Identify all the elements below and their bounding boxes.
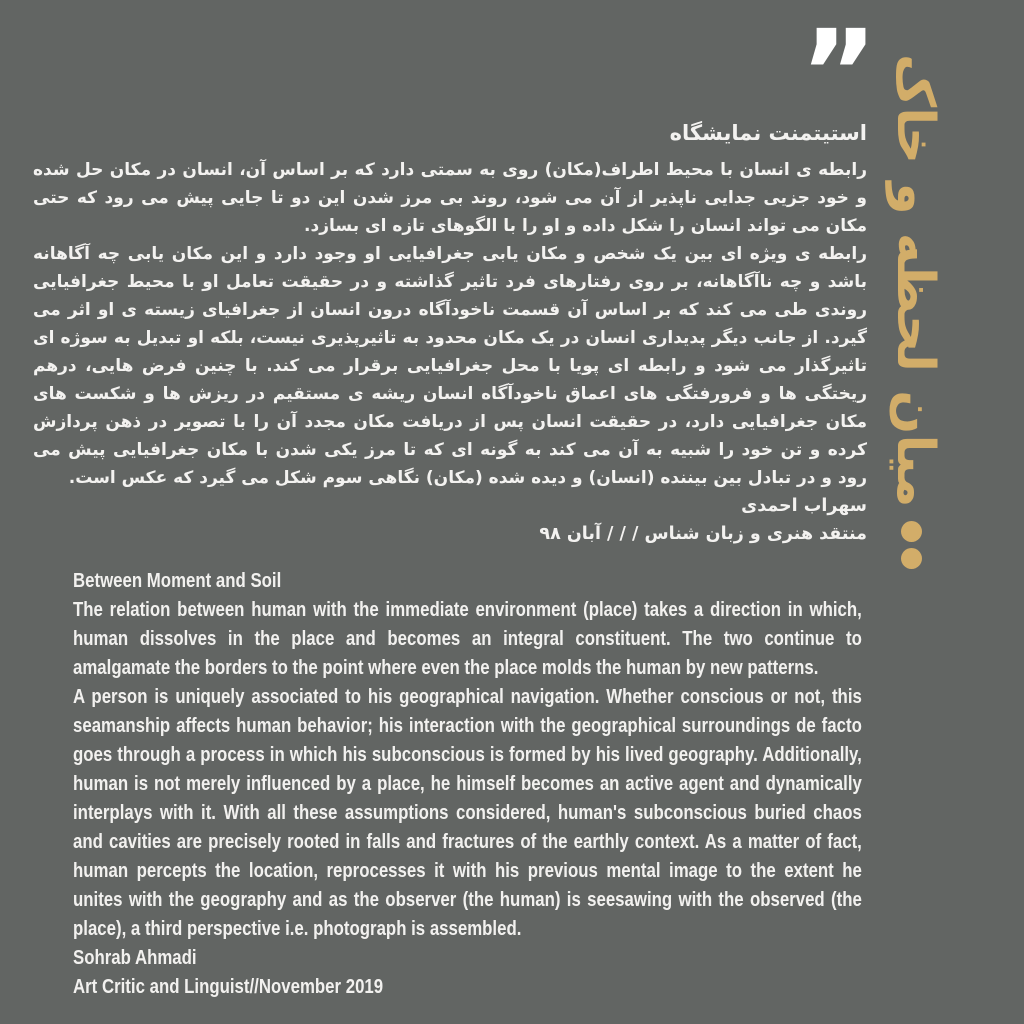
title-dot xyxy=(902,548,923,569)
title-dot xyxy=(902,521,923,542)
english-paragraph-1: The relation between human with the immediate environment (place) takes a direction in which, human dissolves in the place and becomes an integral constituent. The two continue to amalgamate the borders to the point where even the place molds the human by new patterns. xyxy=(73,598,862,679)
persian-credit: منتقد هنری و زبان شناس / / / آبان ۹۸ xyxy=(539,524,867,544)
persian-paragraph-1: رابطه ی انسان با محیط اطراف(مکان) روی به سمتی دارد که بر اساس آن، انسان در مکان حل شده و خود جزیی جدایی ناپذیر از آن می شود، روند بی مرز شدن این دو تا جایی پیش می رود که حتی مکان می تواند انسان را شکل داده و او را با الگوهای تازه ای بسازد. xyxy=(33,160,867,236)
english-statement xyxy=(73,566,862,1001)
english-credit: Art Critic and Linguist//November 2019 xyxy=(73,975,384,998)
exhibition-title-vertical xyxy=(882,54,948,571)
persian-statement xyxy=(33,118,867,548)
persian-paragraph-2: رابطه ی ویژه ای بین یک شخص و مکان یابی جغرافیایی او وجود دارد و این مکان یابی چه آگاهانه باشد و چه ناآگاهانه، بر روی رفتارهای فرد تاثیر گذاشته و در حقیقت تعامل او با محیط جغرافیایی روندی طی می کند که بر اساس آن قسمت ناخودآگاه درون انسان از جغرافیای زیسته ی او اثر می گیرد. از جانب دیگر پدیداری انسان در یک مکان محدود به تاثیرپذیری نیست، بلکه او تبدیل به سوژه ای تاثیرگذار می شود و رابطه ای پویا با محل جغرافیایی برقرار می کند. با چنین فرض هایی، درهم ریختگی ها و فرورفتگی های اعماق ناخودآگاه انسان ریشه ی مستقیم در ریزش ها و شکست های مکان جغرافیایی دارد، در حقیقت انسان پس از دریافت مکان مجدد آن را با تصویر در ذهن پردازش کرده و تن خود را شبیه به آن می کند به گونه ای که تا مرز یکی شدن با مکان جغرافیایی پیش می رود و در تبادل بین بیننده (انسان) و دیده شده (مکان) نگاهی سوم شکل می گیرد که عکس است. xyxy=(33,244,867,488)
english-title: Between Moment and Soil xyxy=(73,569,282,592)
exhibition-title-text: میان لحظه و خاک xyxy=(885,54,945,508)
english-paragraph-2: A person is uniquely associated to his geographical navigation. Whether conscious or not, this seamanship affects human behavior; his interaction with the geographical surroundings de facto goes through a process in which his subconscious is formed by his lived geography. Additionally, human is not merely influenced by a place, he himself becomes an active agent and dynamically interplays with it. With all these assumptions considered, human's subconscious buried chaos and cavities are precisely rooted in falls and fractures of the earthly context. As a matter of fact, human percepts the location, reprocesses it with his previous mental image to the extent he unites with the geography and as the observer (the human) is seesawing with the observed (the place), a third perspective i.e. photograph is assembled. xyxy=(73,685,862,940)
closing-quote-icon: ” xyxy=(800,4,878,142)
english-author: Sohrab Ahmadi xyxy=(73,946,197,969)
statement-header: استیتمنت نمایشگاه xyxy=(669,121,867,145)
persian-author: سهراب احمدی xyxy=(741,496,867,516)
